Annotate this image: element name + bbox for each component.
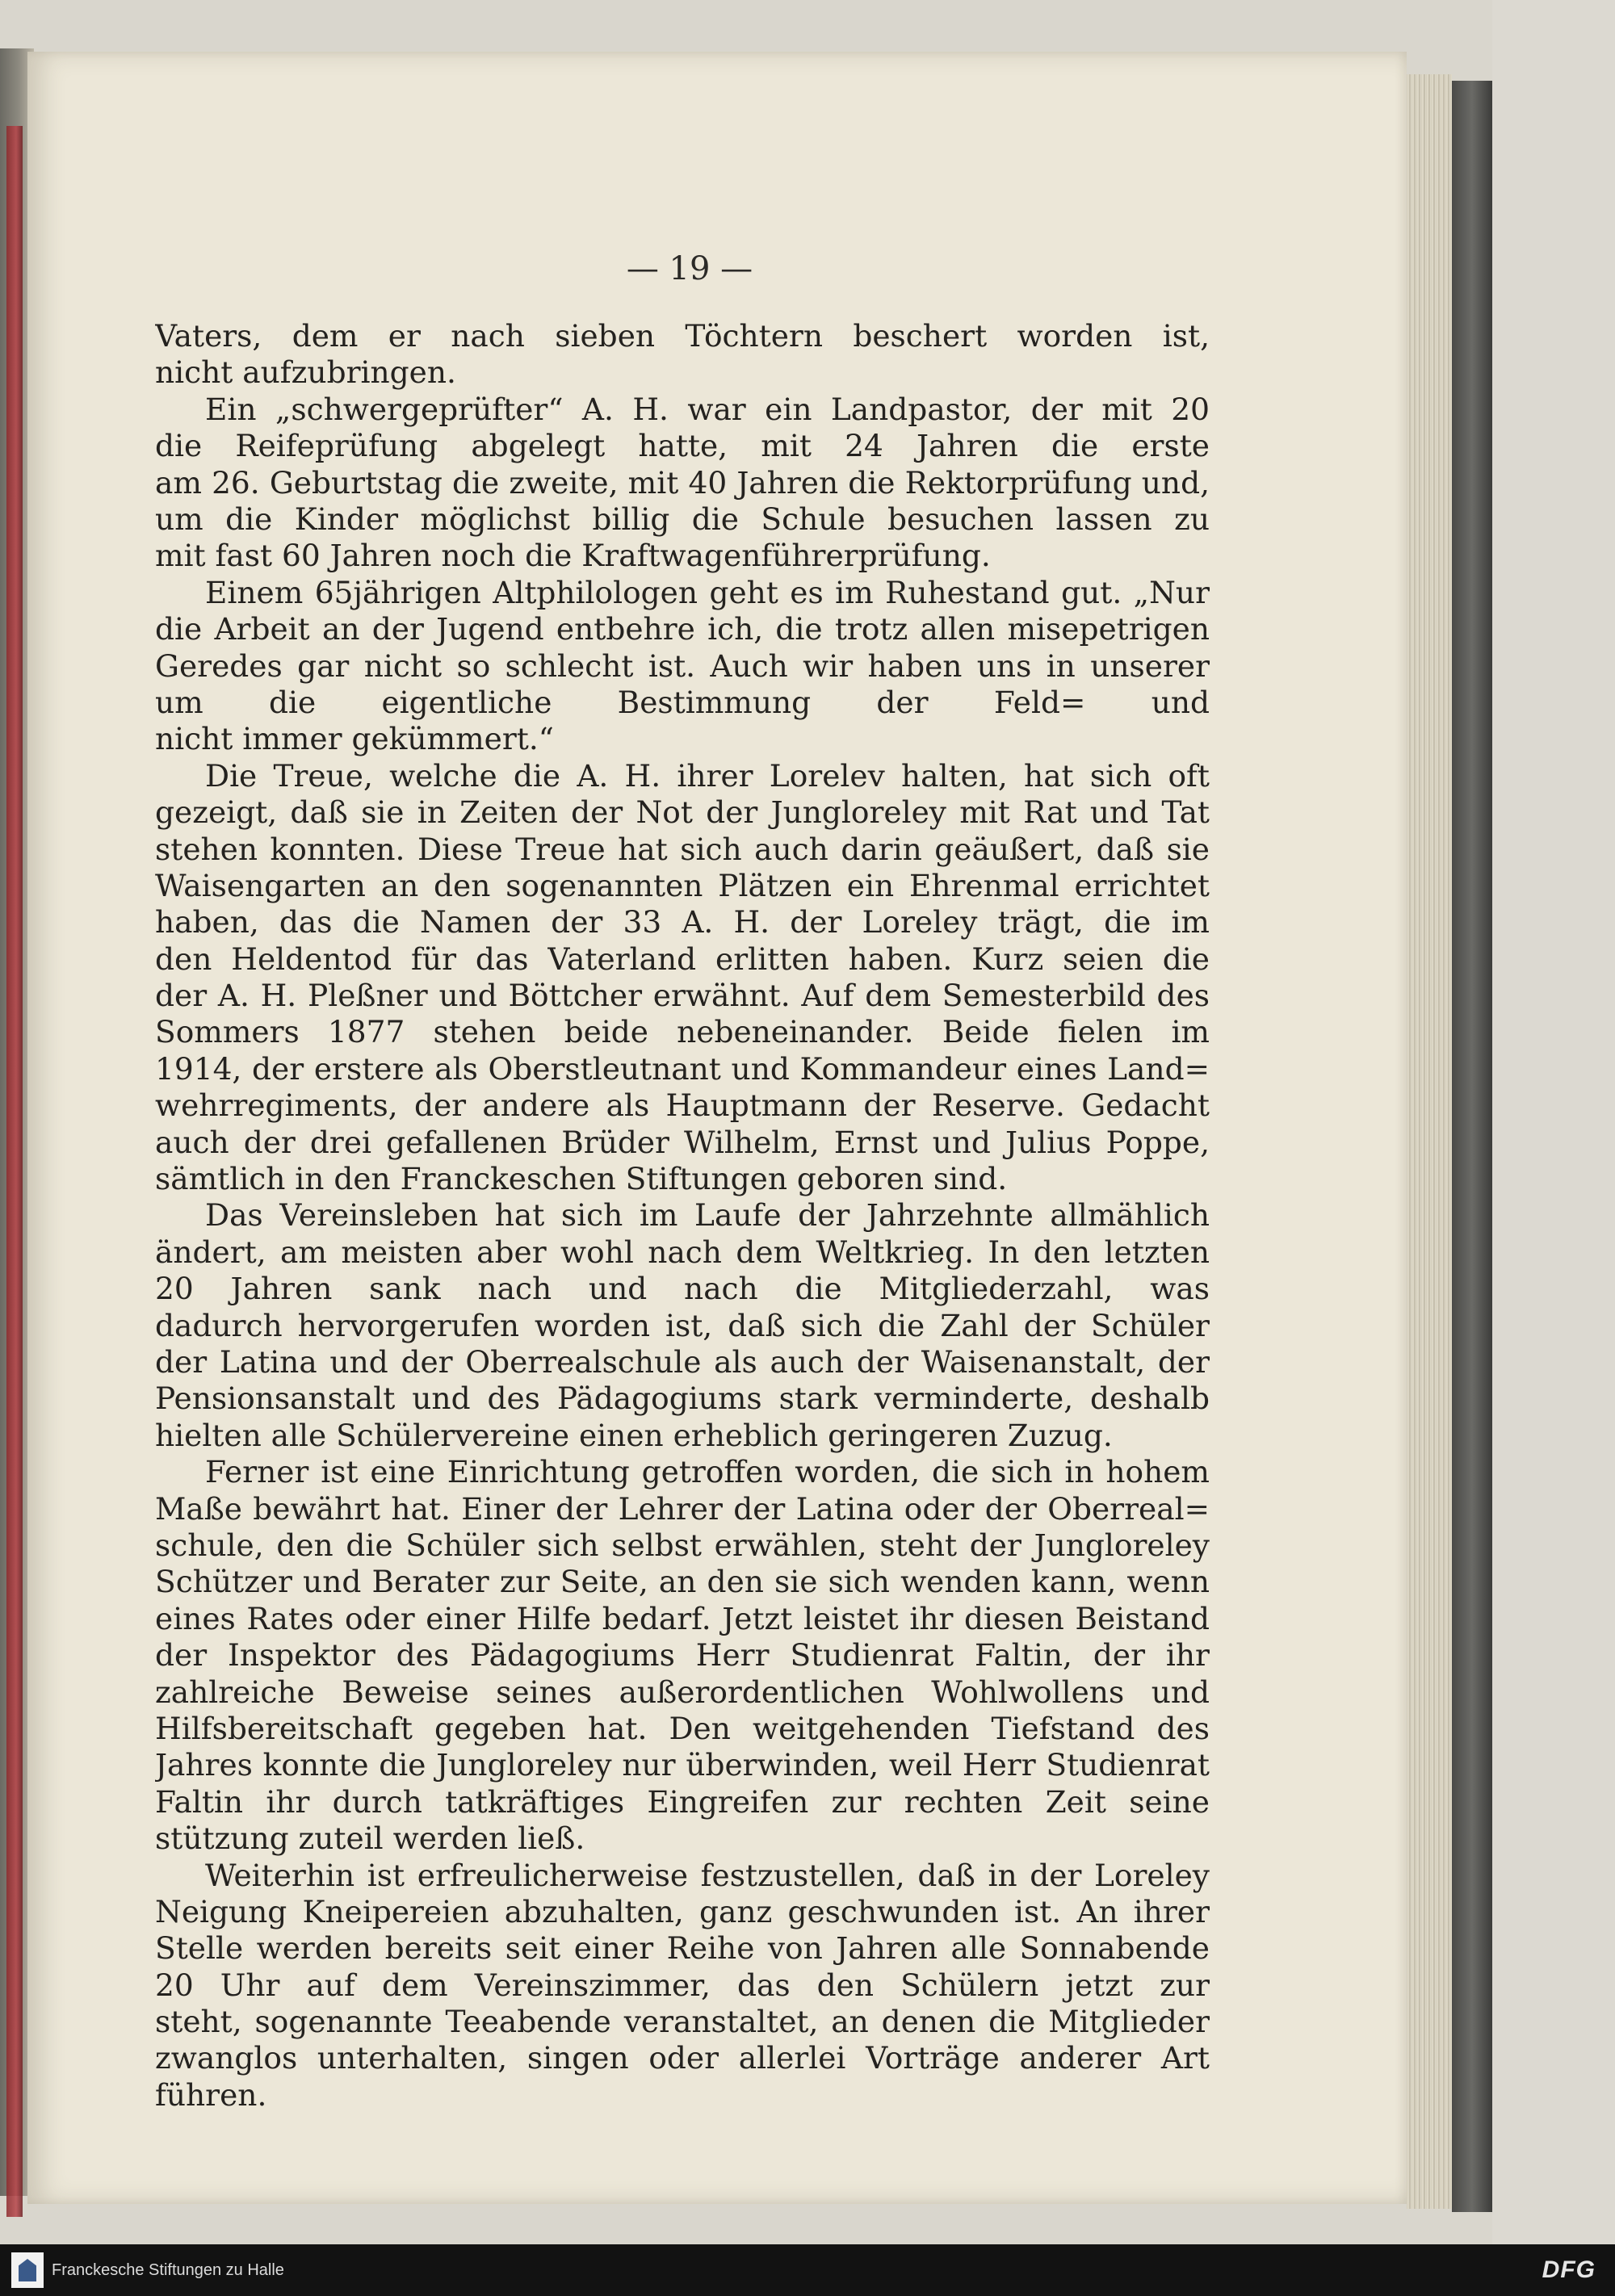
text-line: Ferner ist eine Einrichtung getroffen worden, die sich in hohem bbox=[205, 1454, 1210, 1490]
paragraph bbox=[155, 1454, 1210, 1857]
text-line: hielten alle Schülervereine einen erheblich geringeren Zuzug. bbox=[155, 1417, 1113, 1453]
text-line: Die Treue, welche die A. H. ihrer Lorelev halten, hat sich oft bbox=[205, 757, 1210, 794]
text-line: zwanglos unterhalten, singen oder allerlei Vorträge anderer Art bbox=[155, 2040, 1210, 2076]
paragraph bbox=[155, 318, 1210, 392]
paragraph bbox=[155, 575, 1210, 758]
text-line: die Reifeprüfung abgelegt hatte, mit 24 Jahren die erste bbox=[155, 428, 1210, 464]
text-line: 1914, der erstere als Oberstleutnant und Kommandeur eines Land= bbox=[155, 1050, 1210, 1087]
paragraph bbox=[155, 1197, 1210, 1454]
text-line: mit fast 60 Jahren noch die Kraftwagenführerprüfung. bbox=[155, 538, 991, 574]
text-line: Faltin ihr durch tatkräftiges Eingreifen zur rechten Zeit seine bbox=[155, 1783, 1210, 1820]
text-line: um die eigentliche Bestimmung der Feld= und bbox=[155, 684, 1210, 720]
paragraph bbox=[155, 392, 1210, 575]
text-line: der A. H. Pleßner und Böttcher erwähnt. Auf dem Semesterbild des bbox=[155, 978, 1210, 1014]
text-line: der Inspektor des Pädagogiums Herr Studienrat Faltin, der ihr bbox=[155, 1637, 1210, 1674]
text-line: sämtlich in den Franckeschen Stiftungen geboren sind. bbox=[155, 1161, 1008, 1197]
text-line: Einem 65jährigen Altphilologen geht es im Ruhestand gut. „Nur bbox=[205, 574, 1210, 610]
text-line: der Latina und der Oberrealschule als auch der Waisenanstalt, der bbox=[155, 1344, 1210, 1380]
scan-backdrop bbox=[1492, 0, 1615, 2244]
page-edges bbox=[1407, 74, 1452, 2209]
text-line: stützung zuteil werden ließ. bbox=[155, 1820, 585, 1857]
text-line: haben, das die Namen der 33 A. H. der Loreley trägt, die im bbox=[155, 904, 1210, 941]
text-line: Schützer und Berater zur Seite, an den sie sich wenden kann, wenn bbox=[155, 1564, 1210, 1600]
body-text bbox=[155, 318, 1210, 2114]
text-line: zahlreiche Beweise seines außerordentlichen Wohlwollens und bbox=[155, 1674, 1210, 1710]
text-line: 20 Jahren sank nach und nach die Mitgliederzahl, was bbox=[155, 1271, 1210, 1307]
paragraph bbox=[155, 758, 1210, 1198]
text-line: gezeigt, daß sie in Zeiten der Not der Jungloreley mit Rat und Tat bbox=[155, 794, 1210, 831]
text-line: nicht immer gekümmert.“ bbox=[155, 721, 554, 757]
text-line: eines Rates oder einer Hilfe bedarf. Jetzt leistet ihr diesen Beistand bbox=[155, 1600, 1210, 1636]
text-line: steht, sogenannte Teeabende veranstaltet, an denen die Mitglieder bbox=[155, 2004, 1210, 2040]
book-page bbox=[27, 52, 1407, 2204]
franckesche-stiftungen-logo-icon bbox=[11, 2252, 44, 2288]
text-line: den Heldentod für das Vaterland erlitten haben. Kurz seien die bbox=[155, 941, 1210, 977]
text-line: wehrregiments, der andere als Hauptmann der Reserve. Gedacht bbox=[155, 1087, 1210, 1124]
text-line: Maße bewährt hat. Einer der Lehrer der Latina oder der Oberreal= bbox=[155, 1490, 1210, 1527]
text-line: 20 Uhr auf dem Vereinszimmer, das den Schülern jetzt zur bbox=[155, 1967, 1210, 2003]
text-line: stehen konnten. Diese Treue hat sich auch darin geäußert, daß sie bbox=[155, 831, 1210, 867]
text-line: Vaters, dem er nach sieben Töchtern beschert worden ist, bbox=[155, 318, 1210, 354]
text-line: Stelle werden bereits seit einer Reihe von Jahren alle Sonnabende bbox=[155, 1930, 1210, 1967]
footer-institution[interactable] bbox=[0, 2252, 284, 2288]
book-cover bbox=[1452, 81, 1492, 2212]
paragraph bbox=[155, 1858, 1210, 2114]
viewer-footer bbox=[0, 2244, 1615, 2296]
text-line: auch der drei gefallenen Brüder Wilhelm, Ernst und Julius Poppe, bbox=[155, 1124, 1210, 1160]
text-line: führen. bbox=[155, 2076, 267, 2113]
text-line: am 26. Geburtstag die zweite, mit 40 Jahren die Rektorprüfung und, bbox=[155, 464, 1210, 501]
text-line: Pensionsanstalt und des Pädagogiums stark verminderte, deshalb bbox=[155, 1381, 1210, 1417]
text-line: schule, den die Schüler sich selbst erwählen, steht der Jungloreley bbox=[155, 1527, 1210, 1563]
text-line: Neigung Kneipereien abzuhalten, ganz geschwunden ist. An ihrer bbox=[155, 1893, 1210, 1929]
text-line: um die Kinder möglichst billig die Schule besuchen lassen zu bbox=[155, 501, 1210, 537]
page-number: — 19 — bbox=[626, 250, 753, 287]
text-line: Waisengarten an den sogenannten Plätzen ein Ehrenmal errichtet bbox=[155, 867, 1210, 903]
text-line: Das Vereinsleben hat sich im Laufe der Jahrzehnte allmählich bbox=[205, 1197, 1210, 1234]
text-line: Hilfsbereitschaft gegeben hat. Den weitgehenden Tiefstand des bbox=[155, 1710, 1210, 1746]
text-line: Sommers 1877 stehen beide nebeneinander. Beide fielen im bbox=[155, 1014, 1210, 1050]
text-line: die Arbeit an der Jugend entbehre ich, die trotz allen misepetrigen bbox=[155, 611, 1210, 647]
text-line: dadurch hervorgerufen worden ist, daß sich die Zahl der Schüler bbox=[155, 1307, 1210, 1343]
dfg-logo[interactable]: DFG bbox=[1542, 2256, 1596, 2283]
text-line: Jahres konnte die Jungloreley nur überwinden, weil Herr Studienrat bbox=[155, 1747, 1210, 1783]
text-line: Weiterhin ist erfreulicherweise festzustellen, daß in der Loreley bbox=[205, 1857, 1210, 1893]
text-line: Geredes gar nicht so schlecht ist. Auch wir haben uns in unserer bbox=[155, 647, 1210, 684]
spine-binding bbox=[6, 126, 23, 2217]
text-line: ändert, am meisten aber wohl nach dem Weltkrieg. In den letzten bbox=[155, 1234, 1210, 1270]
institution-name: Franckesche Stiftungen zu Halle bbox=[52, 2260, 284, 2279]
text-line: Ein „schwergeprüfter“ A. H. war ein Landpastor, der mit 20 bbox=[205, 391, 1210, 427]
text-line: nicht aufzubringen. bbox=[155, 354, 456, 391]
